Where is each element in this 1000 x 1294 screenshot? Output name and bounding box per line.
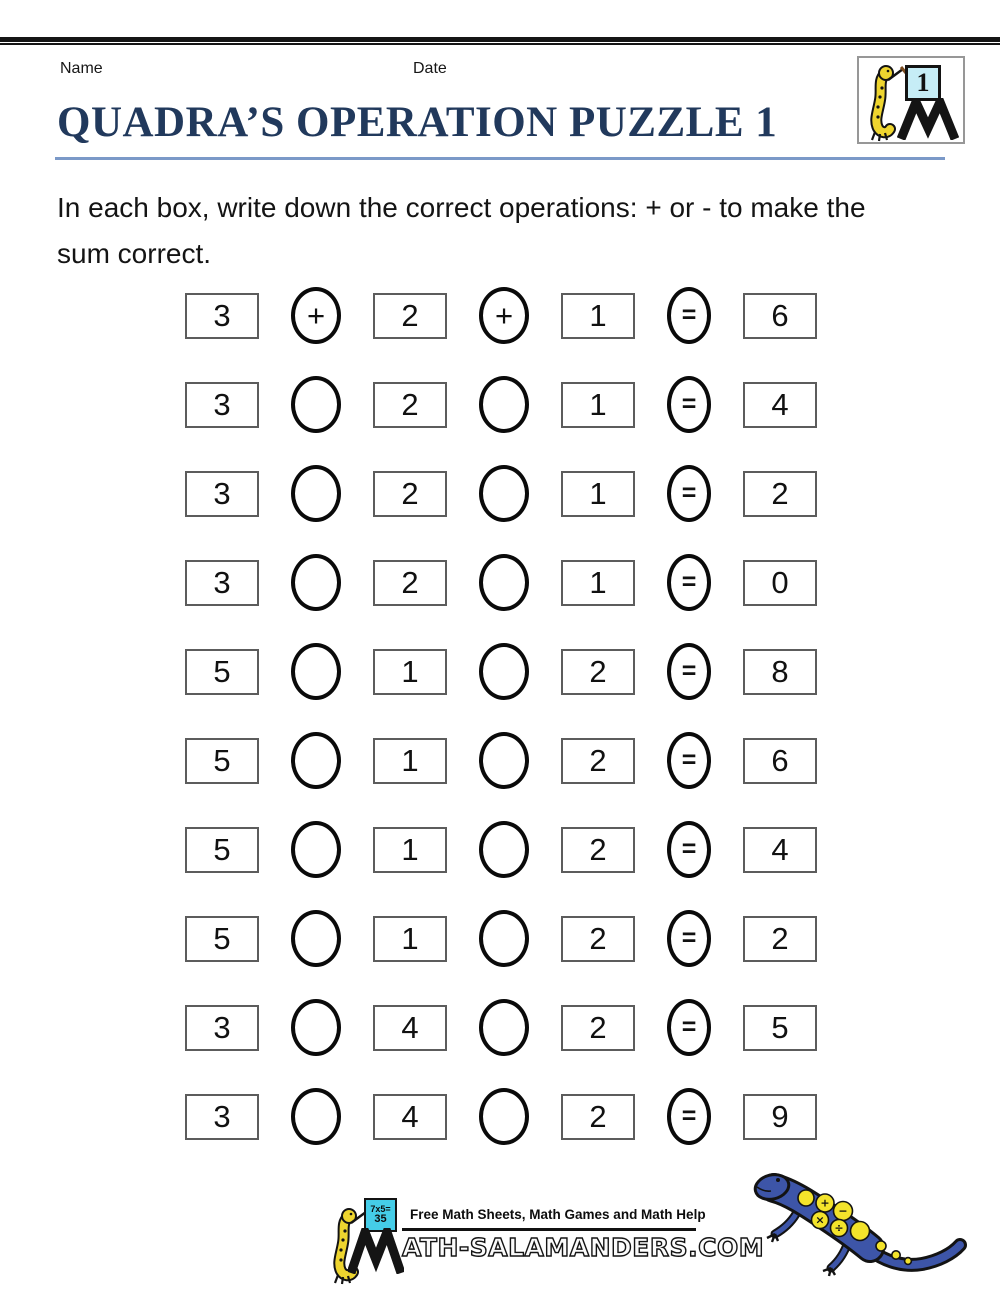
operation-circle-2[interactable] [479,999,529,1056]
puzzle-grid [185,287,817,1177]
plain-spot [892,1251,900,1259]
equals-circle: = [667,643,711,700]
addend-box-1: 3 [185,1094,259,1140]
plain-spot [798,1190,814,1206]
addend-box-1: 3 [185,471,259,517]
plain-spot [876,1241,886,1251]
site-logo [857,56,965,144]
footer-wordmark: ATH-SALAMANDERS.COM [402,1233,765,1262]
equals-circle: = [667,554,711,611]
addend-box-2: 1 [373,738,447,784]
operation-circle-1[interactable] [291,643,341,700]
equals-circle: = [667,1088,711,1145]
equals-circle: = [667,910,711,967]
operation-circle-2: + [479,287,529,344]
equation-row [185,821,817,878]
instructions-line2: sum correct. [57,238,212,269]
top-double-rule [0,37,1000,45]
equation-row [185,465,817,522]
top-rule-thick [0,37,1000,42]
addend-box-3: 2 [561,1094,635,1140]
blue-salamander-icon [750,1170,968,1282]
result-box: 2 [743,471,817,517]
operation-circle-1[interactable] [291,376,341,433]
addend-box-1: 5 [185,649,259,695]
addend-box-3: 2 [561,827,635,873]
operation-circle-1[interactable] [291,732,341,789]
addend-box-3: 2 [561,649,635,695]
equation-row [185,643,817,700]
operation-circle-2[interactable] [479,465,529,522]
result-box: 2 [743,916,817,962]
result-box: 6 [743,738,817,784]
operation-circle-1[interactable] [291,554,341,611]
logo-number-board [905,65,941,101]
logo-m-icon [897,98,959,140]
equation-row [185,999,817,1056]
addend-box-2: 4 [373,1094,447,1140]
operation-circle-1[interactable] [291,465,341,522]
equals-circle: = [667,732,711,789]
operation-circle-2[interactable] [479,1088,529,1145]
equals-circle: = [667,376,711,433]
addend-box-3: 2 [561,738,635,784]
operation-circle-2[interactable] [479,910,529,967]
addend-box-3: 2 [561,1005,635,1051]
result-box: 0 [743,560,817,606]
result-box: 9 [743,1094,817,1140]
equation-row [185,1088,817,1145]
addend-box-2: 2 [373,471,447,517]
instructions-line1: In each box, write down the correct operations: + or - to make the [57,192,866,223]
operation-circle-2[interactable] [479,821,529,878]
result-box: 4 [743,827,817,873]
equals-circle: = [667,287,711,344]
title-underline [55,157,945,160]
addend-box-2: 2 [373,382,447,428]
addend-box-2: 1 [373,916,447,962]
logo-m-icon [348,1228,404,1274]
addend-box-1: 5 [185,916,259,962]
result-box: 5 [743,1005,817,1051]
top-rule-thin [0,43,1000,45]
instructions-text [57,185,987,277]
operation-circle-1[interactable] [291,821,341,878]
date-label: Date [413,60,447,77]
name-label: Name [60,60,103,77]
operation-circle-2[interactable] [479,554,529,611]
operation-circle-2[interactable] [479,643,529,700]
addend-box-1: 3 [185,560,259,606]
operation-circle-2[interactable] [479,732,529,789]
addend-box-1: 5 [185,738,259,784]
equation-row [185,287,817,344]
equation-row [185,910,817,967]
equation-row [185,554,817,611]
addend-box-1: 3 [185,1005,259,1051]
plain-spot [905,1258,912,1265]
board-sum-line2: 35 [374,1212,387,1225]
footer-rule [402,1228,696,1231]
addend-box-3: 2 [561,916,635,962]
logo-sum-board [364,1198,397,1232]
addend-box-2: 2 [373,560,447,606]
result-box: 4 [743,382,817,428]
footer-site-logo [322,1198,765,1292]
operation-circle-2[interactable] [479,376,529,433]
equals-circle: = [667,465,711,522]
addend-box-2: 4 [373,1005,447,1051]
addend-box-3: 1 [561,471,635,517]
addend-box-1: 3 [185,382,259,428]
times-symbol: × [815,1213,825,1227]
logo-number: 1 [916,68,930,97]
equals-circle: = [667,999,711,1056]
addend-box-3: 1 [561,293,635,339]
minus-symbol: − [838,1204,848,1218]
operation-circle-1[interactable] [291,999,341,1056]
divide-symbol: ÷ [834,1221,844,1235]
addend-box-2: 2 [373,293,447,339]
addend-box-2: 1 [373,649,447,695]
equation-row [185,732,817,789]
addend-box-2: 1 [373,827,447,873]
operation-circle-1[interactable] [291,910,341,967]
plain-spot [851,1222,870,1241]
result-box: 6 [743,293,817,339]
addend-box-3: 1 [561,560,635,606]
board-sum-line1: 7x5= [370,1203,391,1214]
addend-box-3: 1 [561,382,635,428]
plus-symbol: + [820,1196,830,1210]
footer-tagline: Free Math Sheets, Math Games and Math Help [410,1207,706,1222]
equation-row [185,376,817,433]
addend-box-1: 5 [185,827,259,873]
operation-circle-1: + [291,287,341,344]
operation-circle-1[interactable] [291,1088,341,1145]
page-title: QUADRA’S OPERATION PUZZLE 1 [57,99,778,146]
addend-box-1: 3 [185,293,259,339]
result-box: 8 [743,649,817,695]
equals-circle: = [667,821,711,878]
